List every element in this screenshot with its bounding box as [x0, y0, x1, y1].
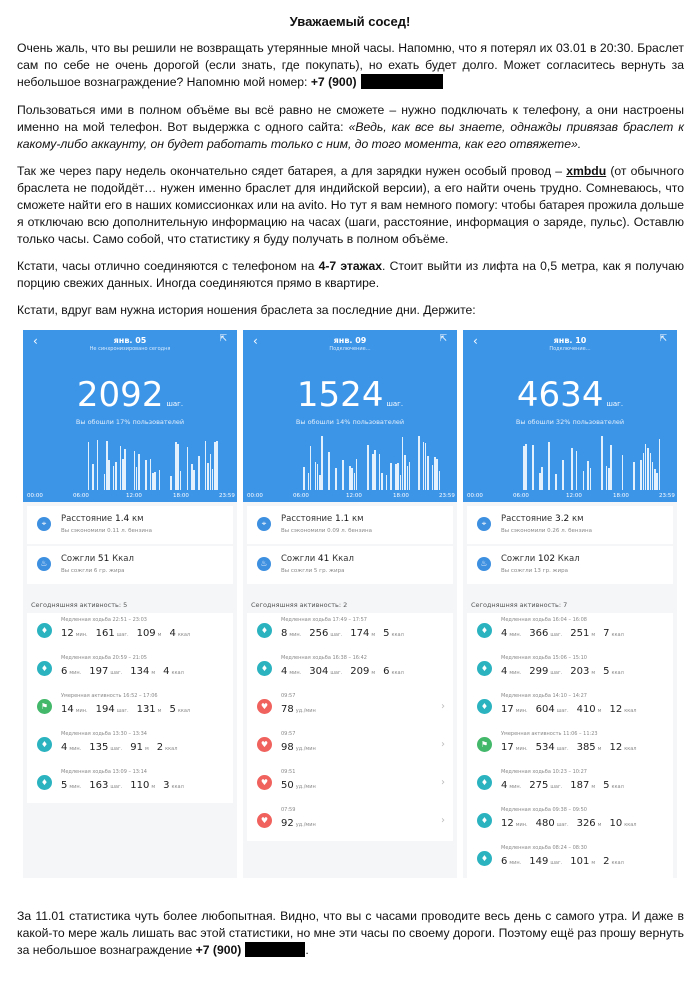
chevron-right-icon: ›: [441, 777, 445, 788]
activity-label: Медленная ходьба 08:24 – 08:30: [501, 845, 587, 851]
activity-values: 12 мин. 480 шаг. 326 м 10 ккал: [501, 818, 637, 829]
distance-card[interactable]: [27, 506, 233, 544]
activity-label: Медленная ходьба 10:23 – 10:27: [501, 769, 587, 775]
steps-header: [23, 330, 237, 502]
histogram-bar: [136, 467, 138, 490]
histogram-bar: [198, 456, 200, 490]
heart-rate-item[interactable]: [247, 689, 453, 727]
location-pin-icon: ⌖: [477, 517, 491, 531]
activity-label: Медленная ходьба 13:09 – 13:14: [61, 769, 147, 775]
steps-unit: шаг.: [166, 400, 184, 408]
walking-icon: ♦: [477, 775, 492, 790]
activity-values: 6 мин. 149 шаг. 101 м 2 ккал: [501, 856, 624, 867]
heart-rate-time: 09:51: [281, 769, 296, 775]
paragraph-5: Кстати, вдруг вам нужна история ношения браслета за последние дни. Держите:: [17, 303, 476, 317]
share-icon[interactable]: ⇱: [439, 334, 447, 344]
histogram-bar: [92, 464, 94, 490]
histogram-bar: [434, 457, 436, 490]
distance-card[interactable]: [467, 506, 673, 544]
activity-values: 5 мин. 163 шаг. 110 м 3 ккал: [61, 780, 184, 791]
back-arrow-icon[interactable]: ‹: [473, 334, 478, 348]
histogram-bar: [397, 463, 399, 490]
histogram-bar: [640, 460, 642, 490]
location-pin-icon: ⌖: [257, 517, 271, 531]
histogram-bar: [328, 452, 330, 490]
fuel-saved-text: Вы сэкономили 0.26 л. бензина: [501, 528, 592, 534]
histogram-bar: [652, 462, 654, 490]
activity-label: Умеренная активность 16:52 – 17:06: [61, 693, 158, 699]
histogram-bar: [610, 445, 612, 490]
activity-label: Медленная ходьба 22:51 – 23:03: [61, 617, 147, 623]
percentile-text: Вы обошли 17% пользователей: [75, 418, 185, 426]
histogram-bar: [372, 454, 374, 490]
activity-label: Умеренная активность 11:06 – 11:23: [501, 731, 598, 737]
histogram-bar: [407, 466, 409, 490]
histogram-bar: [342, 460, 344, 490]
histogram-bar: [170, 476, 172, 490]
steps-unit: шаг.: [386, 400, 404, 408]
histogram-bar: [606, 466, 608, 490]
histogram-bar: [106, 441, 108, 490]
sync-status: Не синхронизировано сегодня: [89, 346, 171, 352]
share-icon[interactable]: ⇱: [219, 334, 227, 344]
date-label: янв. 09: [333, 336, 367, 345]
histogram-bar: [374, 450, 376, 490]
histogram-bar: [404, 455, 406, 490]
fat-burned-text: Вы сожгли 5 гр. жира: [281, 568, 345, 574]
heart-rate-value: 92 уд./мин: [281, 818, 316, 829]
histogram-bar: [152, 473, 154, 490]
histogram-bar: [212, 469, 214, 490]
activity-item[interactable]: [467, 841, 673, 878]
axis-tick-label: 06:00: [73, 493, 89, 499]
histogram-bar: [601, 436, 603, 490]
histogram-bar: [356, 459, 358, 490]
histogram-bar: [367, 445, 369, 490]
histogram-bar: [216, 441, 218, 490]
histogram-bar: [608, 468, 610, 490]
distance-value: Расстояние 3.2 км: [501, 514, 584, 524]
histogram-bar: [187, 447, 189, 490]
walking-icon: ♦: [477, 813, 492, 828]
fat-burned-text: Вы сожгли 6 гр. жира: [61, 568, 125, 574]
histogram-bar: [145, 460, 147, 490]
axis-tick-label: 00:00: [247, 493, 263, 499]
calories-value: Сожгли 102 Ккал: [501, 554, 580, 564]
histogram-bar: [134, 451, 136, 490]
histogram-bar: [633, 462, 635, 490]
activity-item[interactable]: [467, 803, 673, 841]
activity-label: Медленная ходьба 15:06 – 15:10: [501, 655, 587, 661]
histogram-bar: [177, 444, 179, 490]
histogram-bar: [120, 446, 122, 490]
activity-header: Сегодняшняя активность: 2: [251, 601, 348, 609]
activity-histogram: [23, 430, 237, 490]
histogram-bar: [180, 471, 182, 490]
histogram-bar: [308, 473, 310, 490]
histogram-bar: [402, 437, 404, 490]
histogram-bar: [523, 446, 525, 490]
histogram-bar: [210, 454, 212, 490]
calories-value: Сожгли 51 Ккал: [61, 554, 134, 564]
activity-item[interactable]: [27, 651, 233, 689]
activity-label: Медленная ходьба 14:10 – 14:27: [501, 693, 587, 699]
histogram-bar: [525, 444, 527, 490]
histogram-bar: [645, 444, 647, 490]
walking-icon: ♦: [37, 623, 52, 638]
chevron-right-icon: ›: [441, 701, 445, 712]
activity-label: Медленная ходьба 16:38 – 16:42: [281, 655, 367, 661]
histogram-bar: [390, 463, 392, 490]
heart-rate-value: 98 уд./мин: [281, 742, 316, 753]
histogram-bar: [432, 465, 434, 490]
activity-item[interactable]: [27, 613, 233, 651]
share-icon[interactable]: ⇱: [659, 334, 667, 344]
walking-icon: ♦: [37, 775, 52, 790]
activity-item[interactable]: [27, 689, 233, 727]
histogram-bar: [656, 473, 658, 490]
histogram-bar: [650, 453, 652, 490]
distance-value: Расстояние 1.4 км: [61, 514, 144, 524]
activity-item[interactable]: [467, 765, 673, 803]
histogram-bar: [207, 463, 209, 490]
histogram-bar: [587, 461, 589, 490]
heart-rate-value: 78 уд./мин: [281, 704, 316, 715]
activity-item[interactable]: [467, 689, 673, 727]
heart-rate-time: 09:57: [281, 731, 296, 737]
histogram-bar: [97, 440, 99, 490]
activity-values: 17 мин. 534 шаг. 385 м 12 ккал: [501, 742, 637, 753]
histogram-bar: [354, 473, 356, 490]
activity-values: 4 мин. 275 шаг. 187 м 5 ккал: [501, 780, 624, 791]
distance-card[interactable]: [247, 506, 453, 544]
walking-icon: ♦: [477, 661, 492, 676]
steps-header: [243, 330, 457, 502]
fuel-saved-text: Вы сэкономили 0.09 л. бензина: [281, 528, 372, 534]
activity-label: Медленная ходьба 16:04 – 16:08: [501, 617, 587, 623]
axis-tick-label: 23:59: [219, 493, 235, 499]
histogram-bar: [400, 475, 402, 490]
paragraph-1: Очень жаль, что вы решили не возвращать утерянные мной часы. Напомню, что я потерял их 03.01 в 20:30. Браслет сам по себе не очень дорогой (если знать, где покупать), но ехать будет долго. Может согласитесь вернуть за небольшое вознаграждение? Напомню мой номер: +7 (900): [17, 41, 684, 89]
paragraph-4: Кстати, часы отлично соединяются с телефоном на 4-7 этажах. Стоит выйти из лифта на 0,5 метра, как я получаю порцию свежих данных. Иногда соединяются прямо в квартире.: [17, 259, 684, 290]
histogram-bar: [576, 451, 578, 490]
back-arrow-icon[interactable]: ‹: [33, 334, 38, 348]
axis-tick-label: 06:00: [513, 493, 529, 499]
chevron-right-icon: ›: [441, 739, 445, 750]
activity-values: 12 мин. 161 шаг. 109 м 4 ккал: [61, 628, 191, 639]
running-icon: ⚑: [477, 737, 492, 752]
heart-icon: ♥: [257, 775, 272, 790]
heart-rate-time: 09:57: [281, 693, 296, 699]
histogram-bar: [381, 473, 383, 490]
activity-item[interactable]: [247, 651, 453, 689]
sync-status: Подключение…: [549, 346, 591, 352]
histogram-bar: [150, 459, 152, 490]
histogram-bar: [423, 442, 425, 490]
date-label: янв. 05: [113, 336, 147, 345]
activity-label: Медленная ходьба 09:38 – 09:50: [501, 807, 587, 813]
location-pin-icon: ⌖: [37, 517, 51, 531]
phone-screenshot-2: [243, 330, 457, 878]
walking-icon: ♦: [37, 661, 52, 676]
activity-item[interactable]: [467, 727, 673, 765]
histogram-bar: [439, 471, 441, 490]
activity-histogram: [243, 430, 457, 490]
axis-tick-label: 12:00: [346, 493, 362, 499]
histogram-bar: [409, 462, 411, 490]
histogram-bar: [379, 454, 381, 490]
walking-icon: ♦: [257, 623, 272, 638]
steps-count: 1524 шаг.: [296, 375, 404, 415]
walking-icon: ♦: [477, 623, 492, 638]
activity-item[interactable]: [467, 651, 673, 689]
histogram-bar: [548, 442, 550, 490]
histogram-bar: [395, 464, 397, 490]
histogram-bar: [583, 471, 585, 490]
sync-status: Подключение…: [329, 346, 371, 352]
date-label: янв. 10: [553, 336, 587, 345]
histogram-bar: [532, 445, 534, 490]
histogram-bar: [335, 468, 337, 490]
activity-values: 17 мин. 604 шаг. 410 м 12 ккал: [501, 704, 637, 715]
axis-tick-label: 18:00: [613, 493, 629, 499]
axis-tick-label: 00:00: [27, 493, 43, 499]
activity-values: 8 мин. 256 шаг. 174 м 5 ккал: [281, 628, 404, 639]
letter-title: Уважаемый сосед!: [289, 14, 411, 29]
histogram-bar: [659, 439, 661, 490]
activity-item[interactable]: [247, 613, 453, 651]
phone-screenshot-3: [463, 330, 677, 878]
histogram-bar: [425, 443, 427, 490]
activity-label: Медленная ходьба 17:49 – 17:57: [281, 617, 367, 623]
activity-item[interactable]: [27, 727, 233, 765]
histogram-bar: [590, 468, 592, 490]
histogram-bar: [138, 454, 140, 490]
histogram-bar: [88, 442, 90, 490]
heart-rate-time: 07:59: [281, 807, 296, 813]
activity-values: 6 мин. 197 шаг. 134 м 4 ккал: [61, 666, 184, 677]
histogram-bar: [310, 446, 312, 490]
activity-values: 4 мин. 304 шаг. 209 м 6 ккал: [281, 666, 404, 677]
histogram-bar: [104, 474, 106, 490]
activity-values: 4 мин. 299 шаг. 203 м 5 ккал: [501, 666, 624, 677]
flame-icon: ♨: [477, 557, 491, 571]
histogram-bar: [193, 470, 195, 490]
paragraph-6: За 11.01 статистика чуть более любопытная. Видно, что вы с часами проводите весь день с самого утра. И даже в какой-то мере жаль лишать вас этой статистики, но мне эти часы по своему дороги. Поэтому ещё раз прошу вернуть за небольшое вознаграждение +7 (900) .: [17, 909, 684, 957]
histogram-bar: [191, 464, 193, 490]
calories-card[interactable]: [27, 546, 233, 584]
phone-screenshot-1: [23, 330, 237, 878]
activity-header: Сегодняшняя активность: 5: [31, 601, 128, 609]
axis-tick-label: 12:00: [126, 493, 142, 499]
histogram-bar: [154, 472, 156, 490]
histogram-bar: [562, 460, 564, 490]
activity-values: 4 мин. 366 шаг. 251 м 7 ккал: [501, 628, 624, 639]
histogram-bar: [159, 470, 161, 490]
histogram-bar: [113, 466, 115, 490]
heart-rate-item[interactable]: [247, 727, 453, 765]
axis-tick-label: 00:00: [467, 493, 483, 499]
axis-tick-label: 06:00: [293, 493, 309, 499]
histogram-bar: [214, 442, 216, 490]
histogram-bar: [303, 467, 305, 490]
axis-tick-label: 23:59: [659, 493, 675, 499]
histogram-bar: [541, 467, 543, 490]
histogram-bar: [643, 453, 645, 490]
activity-values: 14 мин. 194 шаг. 131 м 5 ккал: [61, 704, 191, 715]
heart-rate-item[interactable]: [247, 765, 453, 803]
heart-icon: ♥: [257, 737, 272, 752]
activity-item[interactable]: [27, 765, 233, 803]
histogram-bar: [321, 436, 323, 490]
histogram-bar: [205, 441, 207, 490]
histogram-bar: [539, 473, 541, 490]
steps-header: [463, 330, 677, 502]
walking-icon: ♦: [37, 737, 52, 752]
histogram-bar: [555, 474, 557, 490]
histogram-bar: [436, 459, 438, 490]
flame-icon: ♨: [257, 557, 271, 571]
walking-icon: ♦: [477, 851, 492, 866]
redacted-number: [361, 74, 443, 89]
percentile-text: Вы обошли 32% пользователей: [515, 418, 625, 426]
walking-icon: ♦: [477, 699, 492, 714]
axis-tick-label: 12:00: [566, 493, 582, 499]
histogram-bar: [122, 459, 124, 490]
activity-label: Медленная ходьба 20:59 – 21:05: [61, 655, 147, 661]
calories-card[interactable]: [467, 546, 673, 584]
histogram-bar: [317, 464, 319, 490]
histogram-bar: [427, 456, 429, 490]
histogram-bar: [319, 475, 321, 490]
activity-item[interactable]: [467, 613, 673, 651]
heart-rate-value: 50 уд./мин: [281, 780, 316, 791]
histogram-bar: [175, 442, 177, 490]
histogram-bar: [108, 460, 110, 490]
percentile-text: Вы обошли 14% пользователей: [295, 418, 405, 426]
histogram-bar: [622, 455, 624, 490]
histogram-bar: [115, 462, 117, 490]
walking-icon: ♦: [257, 661, 272, 676]
histogram-bar: [654, 469, 656, 490]
paragraph-3: Так же через пару недель окончательно сядет батарея, а для зарядки нужен особый провод – xmbdu (от обычного браслета не подойдёт… нужен именно браслет для индийской версии), а его найти очень трудно. Сомневаюсь, что сможете найти его в наших комиссионках или на avito. Но тут я вам немного помогу: чтобы батарея прожила дольше я отключаю всю дополнительную информацию на часах (шаги, расстояние, информация о заряде, пульс). Оставлю только часы. Само собой, что статистику я буду получать в полном объёме.: [17, 164, 684, 246]
activity-histogram: [463, 430, 677, 490]
axis-tick-label: 23:59: [439, 493, 455, 499]
histogram-bar: [349, 466, 351, 490]
chevron-right-icon: ›: [441, 815, 445, 826]
histogram-bar: [315, 462, 317, 490]
axis-tick-label: 18:00: [173, 493, 189, 499]
fuel-saved-text: Вы сэкономили 0.11 л. бензина: [61, 528, 152, 534]
histogram-bar: [124, 449, 126, 490]
histogram-bar: [418, 436, 420, 490]
fat-burned-text: Вы сожгли 13 гр. жира: [501, 568, 568, 574]
steps-count: 4634 шаг.: [516, 375, 624, 415]
steps-unit: шаг.: [606, 400, 624, 408]
calories-card[interactable]: [247, 546, 453, 584]
heart-icon: ♥: [257, 813, 272, 828]
histogram-bar: [571, 448, 573, 490]
steps-count: 2092 шаг.: [76, 375, 184, 415]
histogram-bar: [351, 468, 353, 490]
paragraph-2: Пользоваться ими в полном объёме вы всё равно не сможете – нужно подключать к телефону, а они настроены именно на мой телефон. Вот выдержка с одного сайта: «Ведь, как все вы знаете, однажды привязав браслет к какому-либо аккаунту, он будет работать только с ним, до того момента, как его отвяжете».: [17, 103, 684, 151]
histogram-bar: [647, 448, 649, 490]
distance-value: Расстояние 1.1 км: [281, 514, 364, 524]
running-icon: ⚑: [37, 699, 52, 714]
axis-tick-label: 18:00: [393, 493, 409, 499]
redacted-number-2: [245, 942, 305, 957]
activity-header: Сегодняшняя активность: 7: [471, 601, 568, 609]
flame-icon: ♨: [37, 557, 51, 571]
activity-label: Медленная ходьба 13:30 – 13:34: [61, 731, 147, 737]
calories-value: Сожгли 41 Ккал: [281, 554, 354, 564]
histogram-bar: [386, 475, 388, 490]
back-arrow-icon[interactable]: ‹: [253, 334, 258, 348]
heart-rate-item[interactable]: [247, 803, 453, 841]
heart-icon: ♥: [257, 699, 272, 714]
activity-values: 4 мин. 135 шаг. 91 м 2 ккал: [61, 742, 178, 753]
